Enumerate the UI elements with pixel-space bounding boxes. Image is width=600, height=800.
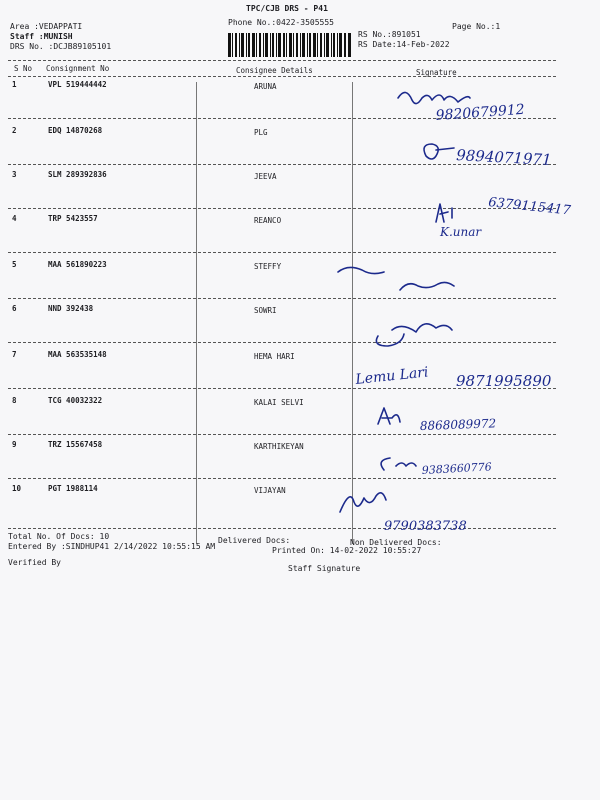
row-sno: 1	[12, 80, 17, 89]
row-sno: 2	[12, 126, 17, 135]
phone-number: Phone No.:0422-3505555	[228, 18, 334, 27]
header-divider-top	[8, 60, 556, 61]
verified-by: Verified By	[8, 558, 61, 567]
row-consignment-no: EDQ 14870268	[48, 126, 103, 135]
column-signature: Signature	[416, 68, 457, 77]
phone-row-2: 9894071971	[455, 146, 553, 169]
signature-row-1	[398, 92, 470, 103]
row-consignment-no: MAA 563535148	[48, 350, 107, 359]
row-divider	[8, 434, 556, 435]
total-docs: Total No. Of Docs: 10	[8, 532, 110, 541]
row-consignment-no: MAA 561890223	[48, 260, 107, 269]
entered-by: Entered By :SINDHUP41 2/14/2022 10:55:15 AM	[8, 542, 216, 551]
drs-number: DRS No. :DCJB89105101	[10, 42, 112, 51]
rs-number: RS No.:891051	[358, 30, 421, 39]
name-row-7: Lemu Lari	[354, 364, 430, 388]
row-divider	[8, 208, 556, 209]
row-consignee-name: REANCO	[254, 216, 282, 225]
delivered-docs: Delivered Docs:	[218, 536, 291, 545]
signature-row-9	[381, 458, 416, 470]
name-row-4: K.unar	[440, 225, 482, 239]
non-delivered-docs: Non Delivered Docs:	[350, 538, 442, 547]
row-consignee-name: PLG	[254, 128, 268, 137]
row-consignment-no: PGT 1988114	[48, 484, 98, 493]
row-sno: 6	[12, 304, 17, 313]
row-sno: 9	[12, 440, 17, 449]
area-label: Area :VEDAPPATI	[10, 22, 83, 31]
signature-row-10	[340, 493, 386, 512]
row-consignment-no: TRZ 15567458	[48, 440, 103, 449]
column-consignee: Consignee Details	[236, 66, 313, 75]
row-divider	[8, 164, 556, 165]
row-consignee-name: JEEVA	[254, 172, 277, 181]
row-consignment-no: VPL 519444442	[48, 80, 107, 89]
page-number: Page No.:1	[452, 22, 501, 31]
row-consignment-no: NND 392438	[48, 304, 94, 313]
column-sno: S No	[14, 64, 33, 73]
header-divider-bottom	[8, 76, 556, 77]
row-consignee-name: KALAI SELVI	[254, 398, 304, 407]
row-sno: 7	[12, 350, 17, 359]
row-divider	[8, 298, 556, 299]
row-consignee-name: HEMA HARI	[254, 352, 295, 361]
barcode-image	[228, 33, 352, 57]
phone-row-9: 9383660776	[421, 460, 493, 477]
row-sno: 8	[12, 396, 17, 405]
rs-date: RS Date:14-Feb-2022	[358, 40, 450, 49]
signature-row-4	[436, 204, 452, 222]
row-sno: 10	[12, 484, 22, 493]
row-consignee-name: SOWRI	[254, 306, 277, 315]
column-separator-left	[196, 82, 197, 544]
row-consignment-no: TCG 40032322	[48, 396, 103, 405]
phone-row-8: 8868089972	[419, 416, 497, 433]
column-separator-right	[352, 82, 353, 544]
row-consignee-name: STEFFY	[254, 262, 282, 271]
row-consignment-no: SLM 289392836	[48, 170, 107, 179]
staff-signature: Staff Signature	[288, 564, 361, 573]
row-divider	[8, 342, 556, 343]
row-divider	[8, 388, 556, 389]
phone-row-4: 6379115417	[487, 195, 572, 219]
signature-row-8	[378, 408, 400, 424]
phone-row-10: 9790383738	[384, 519, 467, 534]
signature-row-5	[338, 267, 454, 290]
column-consignment: Consignment No	[46, 64, 110, 73]
row-consignee-name: ARUNA	[254, 82, 277, 91]
row-divider	[8, 118, 556, 119]
table-bottom-divider	[8, 528, 556, 529]
staff-label: Staff :MUNISH	[10, 32, 73, 41]
row-consignee-name: KARTHIKEYAN	[254, 442, 304, 451]
row-divider	[8, 478, 556, 479]
row-consignment-no: TRP 5423557	[48, 214, 98, 223]
phone-row-7: 9871995890	[456, 372, 552, 390]
row-divider	[8, 252, 556, 253]
row-consignee-name: VIJAYAN	[254, 486, 286, 495]
printed-on: Printed On: 14-02-2022 10:55:27	[272, 546, 422, 555]
document-title: TPC/CJB DRS - P41	[246, 4, 328, 13]
row-sno: 4	[12, 214, 17, 223]
row-sno: 3	[12, 170, 17, 179]
row-sno: 5	[12, 260, 17, 269]
signature-row-2	[424, 144, 454, 159]
phone-row-1: 9820679912	[435, 101, 526, 124]
